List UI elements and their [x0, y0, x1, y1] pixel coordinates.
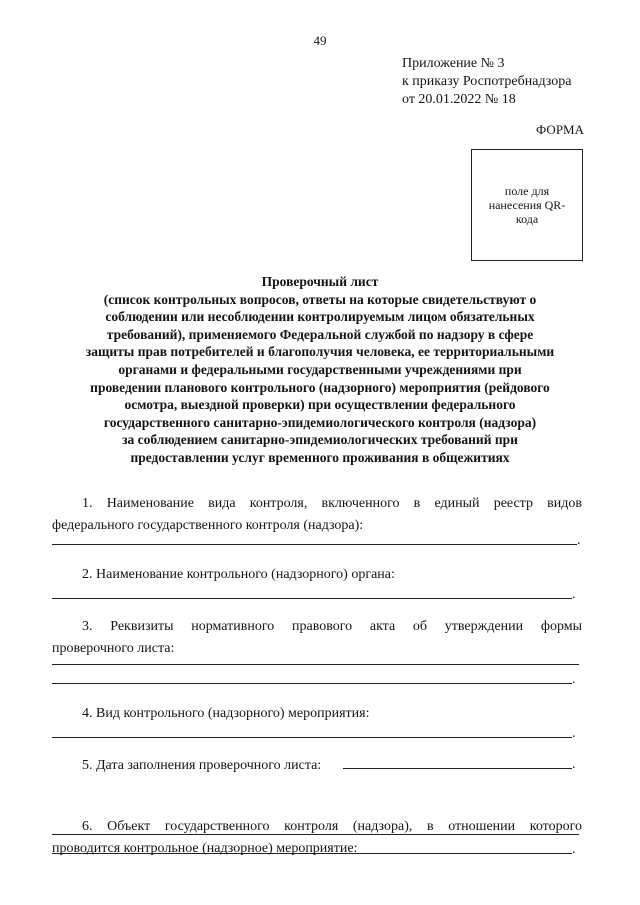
field-legal-act-input-line-2[interactable]: [52, 683, 572, 684]
title-line: требований), применяемого Федеральной службой по надзору в сфере: [106, 326, 534, 342]
line-end-mark: .: [572, 726, 576, 741]
field-control-type-label-1: 1. Наименование вида контроля, включенного в единый реестр видов: [82, 496, 582, 511]
line-end-mark: .: [577, 533, 581, 548]
line-end-mark: .: [572, 842, 576, 857]
field-event-type-label: 4. Вид контрольного (надзорного) мероприятия:: [82, 706, 370, 721]
appendix-reference: [402, 55, 571, 109]
line-end-mark: .: [572, 587, 576, 602]
title-line: за соблюдением санитарно-эпидемиологических требований при: [122, 432, 518, 448]
title-line: проведении планового контрольного (надзорного) мероприятия (рейдового: [90, 379, 550, 395]
line-end-mark: .: [572, 757, 576, 772]
field-legal-act-input-line-1[interactable]: [52, 664, 579, 665]
field-control-object-input-line-2[interactable]: [52, 853, 572, 854]
field-control-object-label-1: 6. Объект государственного контроля (надзора), в отношении которого: [82, 819, 582, 834]
field-control-type: [52, 493, 582, 537]
page-number: 49: [313, 33, 327, 48]
title-line: (список контрольных вопросов, ответы на которые свидетельствуют о: [103, 291, 537, 307]
line-end-mark: .: [572, 672, 576, 687]
field-fill-date: [52, 755, 582, 777]
field-fill-date-label: 5. Дата заполнения проверочного листа:: [82, 758, 322, 773]
title-line: государственного санитарно-эпидемиологического контроля (надзора): [103, 414, 537, 430]
field-legal-act-label-2: проверочного листа:: [52, 641, 175, 656]
title-line: защиты прав потребителей и благополучия человека, ее территориальными: [85, 344, 555, 360]
field-control-body: [52, 564, 582, 586]
field-event-type: [52, 703, 582, 725]
title-line: осмотра, выездной проверки) при осуществлении федерального: [124, 397, 516, 413]
document-title: [60, 273, 580, 467]
field-control-type-label-2: федерального государственного контроля (надзора):: [52, 518, 364, 533]
field-control-body-input-line[interactable]: [52, 598, 572, 599]
field-event-type-input-line[interactable]: [52, 737, 572, 738]
title-line: органами и федеральными государственными учреждениями при: [118, 361, 522, 377]
field-legal-act: [52, 616, 582, 660]
appendix-order: к приказу Роспотребнадзора: [402, 74, 572, 89]
qr-code-placeholder-text: поле для нанесения QR-кода: [488, 184, 566, 226]
field-control-type-input-line[interactable]: [52, 544, 577, 545]
appendix-number: Приложение № 3: [402, 56, 505, 71]
field-fill-date-input-line[interactable]: [343, 768, 572, 769]
title-line: соблюдении или несоблюдении контролируемым лицом обязательных: [105, 309, 535, 325]
appendix-date: от 20.01.2022 № 18: [402, 92, 516, 107]
qr-code-placeholder: [471, 149, 583, 261]
field-control-body-label: 2. Наименование контрольного (надзорного) органа:: [82, 567, 395, 582]
field-control-object-input-line-1[interactable]: [52, 834, 579, 835]
title-line: предоставлении услуг временного проживания в общежитиях: [130, 449, 510, 465]
field-control-object-label-2: проводится контрольное (надзорное) мероприятие:: [52, 841, 358, 856]
field-legal-act-label-1: 3. Реквизиты нормативного правового акта об утверждении формы: [82, 619, 582, 634]
form-label: ФОРМА: [536, 122, 584, 137]
title-heading: Проверочный лист: [261, 274, 379, 289]
